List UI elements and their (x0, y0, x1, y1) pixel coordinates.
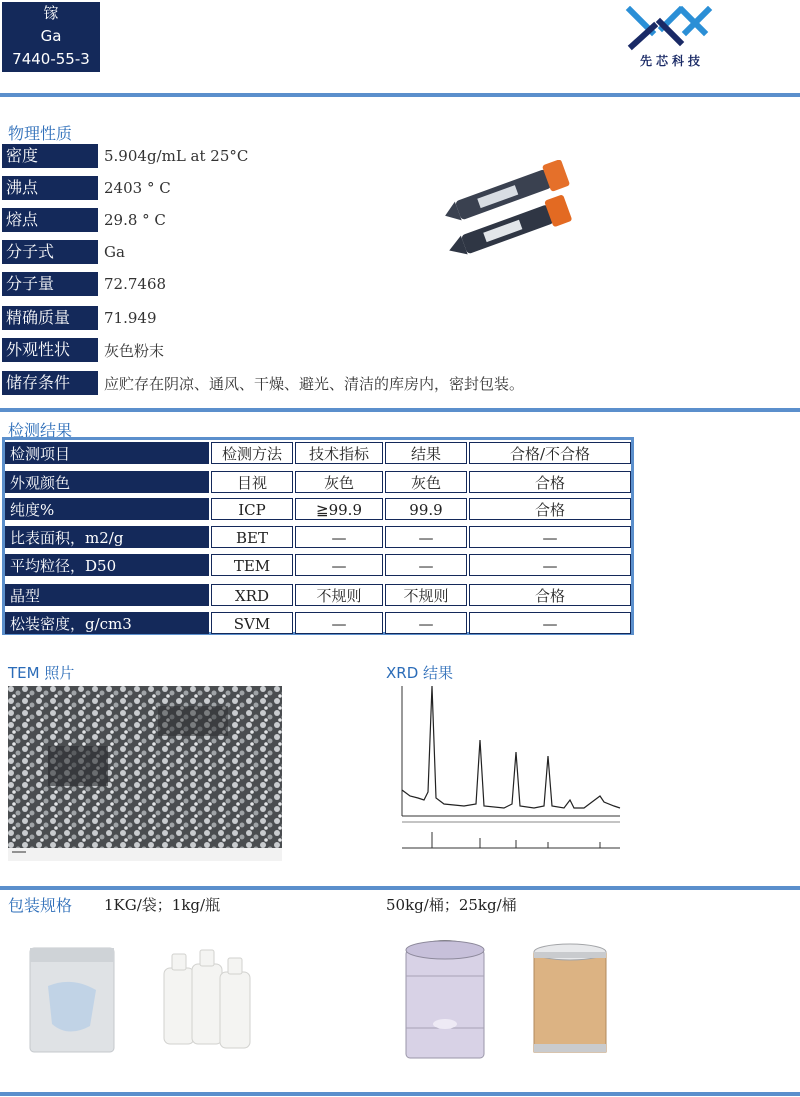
company-logo-text: 先芯科技 (639, 54, 704, 68)
table-cell: — (469, 612, 631, 634)
prop-value: 5.904g/mL at 25°C (104, 147, 249, 165)
prop-label: 储存条件 (2, 371, 98, 395)
table-cell: XRD (211, 584, 293, 606)
prop-row-appearance (2, 337, 164, 363)
table-cell: ICP (211, 498, 293, 520)
product-cas: 7440-55-3 (12, 50, 90, 68)
table-cell: 晶型 (5, 584, 209, 606)
divider (0, 408, 800, 412)
product-name: 镓 (43, 4, 59, 22)
divider (0, 93, 800, 97)
divider (0, 886, 800, 890)
table-header-pass: 合格/不合格 (469, 442, 631, 464)
prop-value: 71.949 (104, 309, 157, 327)
product-symbol: Ga (40, 27, 62, 45)
prop-label: 沸点 (2, 176, 98, 200)
prop-row-boiling-point (2, 175, 171, 201)
product-title-box (2, 2, 100, 72)
foil-bag-image (28, 946, 116, 1054)
table-header-item: 检测项目 (5, 442, 209, 464)
prop-value: 72.7468 (104, 275, 167, 293)
table-cell: — (385, 554, 467, 576)
prop-value: 应贮存在阴凉、通风、干燥、避光、清洁的库房内，密封包装。 (104, 374, 525, 393)
xrd-pattern-image (384, 682, 622, 854)
table-cell: 合格 (469, 471, 631, 493)
table-header-spec: 技术指标 (295, 442, 383, 464)
prop-label: 外观性状 (2, 338, 98, 362)
table-cell: 目视 (211, 471, 293, 493)
table-cell: — (385, 612, 467, 634)
prop-label: 分子量 (2, 272, 98, 296)
prop-value: Ga (104, 243, 125, 261)
table-cell: — (469, 554, 631, 576)
table-cell: 合格 (469, 584, 631, 606)
table-cell: 合格 (469, 498, 631, 520)
tem-photo-title: TEM 照片 (8, 664, 75, 682)
table-cell: 99.9 (385, 498, 467, 520)
table-cell: 比表面积，m2/g (5, 526, 209, 548)
table-cell: — (295, 526, 383, 548)
table-cell: 平均粒径，D50 (5, 554, 209, 576)
prop-row-molecular-weight (2, 271, 166, 297)
table-cell: — (385, 526, 467, 548)
prop-value: 2403 ° C (104, 179, 171, 197)
prop-row-storage (2, 370, 524, 396)
table-cell: — (295, 612, 383, 634)
metal-drum-image (400, 936, 490, 1064)
table-cell: 不规则 (295, 584, 383, 606)
prop-value: 29.8 ° C (104, 211, 166, 229)
packaging-section-title: 包装规格 (8, 896, 73, 915)
packaging-spec-large: 50kg/桶；25kg/桶 (386, 896, 517, 914)
table-cell: 外观颜色 (5, 471, 209, 493)
plastic-bottles-image (158, 946, 262, 1052)
prop-row-density (2, 143, 248, 169)
prop-row-exact-mass (2, 305, 157, 331)
table-header-result: 结果 (385, 442, 467, 464)
table-cell: — (469, 526, 631, 548)
table-cell: SVM (211, 612, 293, 634)
physical-section-title: 物理性质 (8, 124, 73, 143)
xrd-photo-title: XRD 结果 (386, 664, 454, 682)
table-header-method: 检测方法 (211, 442, 293, 464)
packaging-spec-small: 1KG/袋；1kg/瓶 (104, 896, 221, 914)
results-section-title: 检测结果 (8, 421, 73, 440)
table-cell: 灰色 (385, 471, 467, 493)
prop-value: 灰色粉末 (104, 341, 165, 360)
results-table (2, 437, 634, 635)
table-cell: 不规则 (385, 584, 467, 606)
table-cell: 灰色 (295, 471, 383, 493)
fiber-drum-image (530, 940, 610, 1060)
prop-row-formula (2, 239, 125, 265)
tem-micrograph-image (8, 686, 282, 861)
prop-row-melting-point (2, 207, 166, 233)
sample-tubes-image (444, 160, 584, 264)
table-cell: ≧99.9 (295, 498, 383, 520)
prop-label: 精确质量 (2, 306, 98, 330)
table-cell: — (295, 554, 383, 576)
prop-label: 熔点 (2, 208, 98, 232)
divider (0, 1092, 800, 1096)
table-cell: 纯度% (5, 498, 209, 520)
prop-label: 分子式 (2, 240, 98, 264)
table-cell: BET (211, 526, 293, 548)
table-cell: TEM (211, 554, 293, 576)
table-cell: 松装密度，g/cm3 (5, 612, 209, 634)
prop-label: 密度 (2, 144, 98, 168)
